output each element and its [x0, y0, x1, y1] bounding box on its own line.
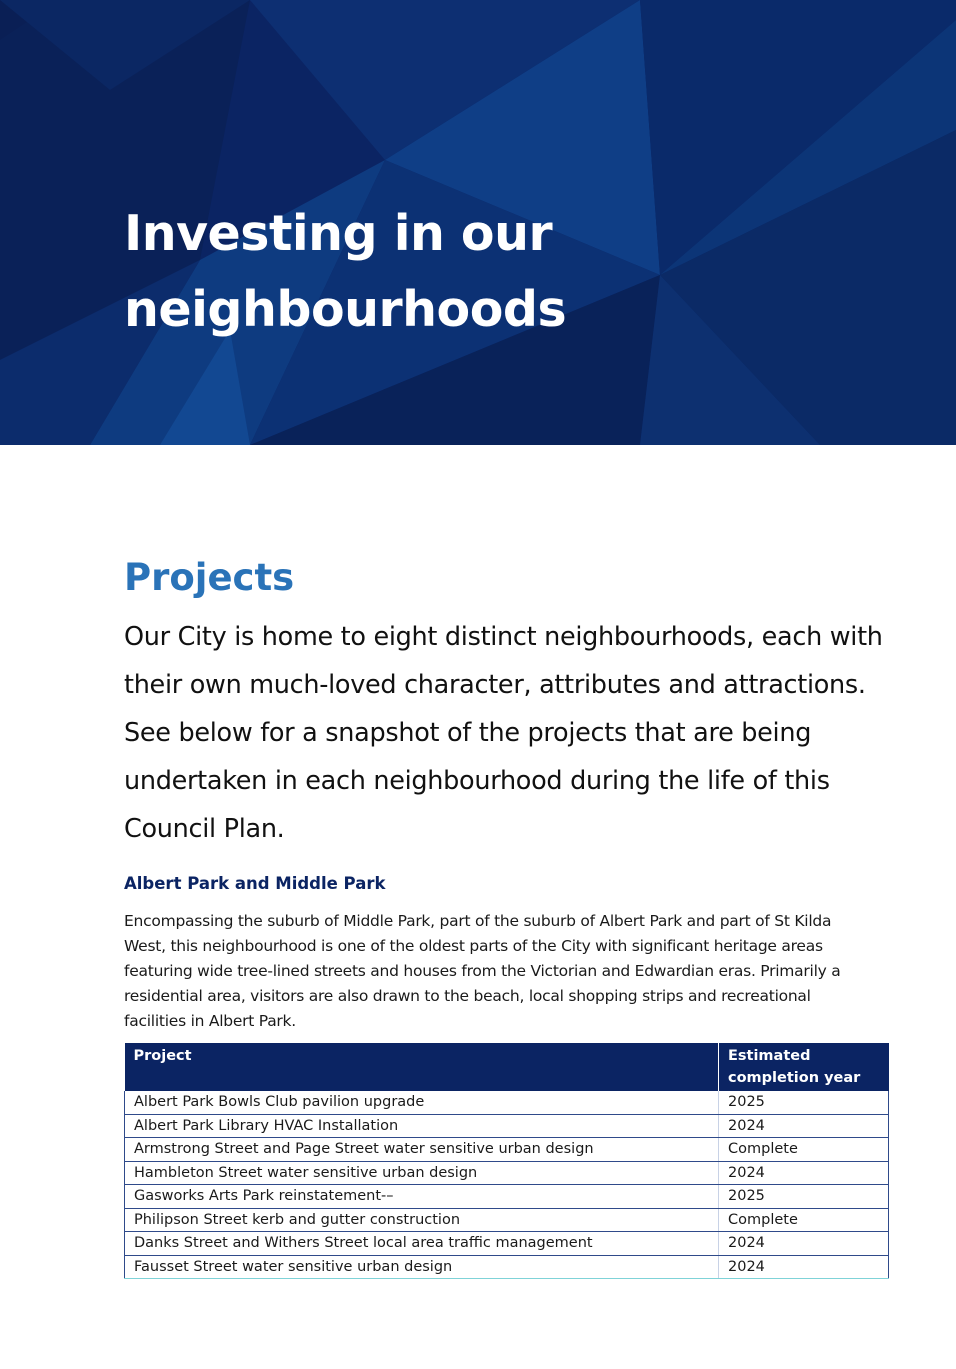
project-cell: Gasworks Arts Park reinstatement-–: [125, 1185, 719, 1209]
project-cell: Fausset Street water sensitive urban design: [125, 1255, 719, 1279]
year-cell: 2024: [719, 1114, 889, 1138]
project-cell: Armstrong Street and Page Street water sensitive urban design: [125, 1138, 719, 1162]
intro-paragraph: Our City is home to eight distinct neighbourhoods, each with their own much-loved character, attributes and attractions. See below for a snapshot of the projects that are being undertaken in each neighbourhood during the life of this Council Plan.: [124, 622, 883, 844]
project-cell: Albert Park Bowls Club pavilion upgrade: [125, 1091, 719, 1114]
projects-table: [124, 1043, 889, 1279]
table-row: [125, 1255, 889, 1279]
header-project: Project: [125, 1043, 719, 1091]
table-row: [125, 1091, 889, 1114]
table-row: [125, 1185, 889, 1209]
neighbourhood-heading: Albert Park and Middle Park: [124, 874, 386, 893]
table-header-row: [125, 1043, 889, 1091]
year-cell: Complete: [719, 1208, 889, 1232]
section-heading: Projects: [124, 556, 295, 599]
project-cell: Philipson Street kerb and gutter construction: [125, 1208, 719, 1232]
header-completion-year: Estimated completion year: [719, 1043, 889, 1091]
page-title: [124, 196, 764, 348]
year-cell: 2025: [719, 1091, 889, 1114]
table-row: [125, 1161, 889, 1185]
year-cell: 2024: [719, 1161, 889, 1185]
neighbourhood-description: Encompassing the suburb of Middle Park, part of the suburb of Albert Park and part of St Kilda West, this neighbourhood is one of the oldest parts of the City with significant heritage areas featuring wide tree-lined streets and houses from the Victorian and Edwardian eras. Primarily a residential area, visitors are also drawn to the beach, local shopping strips and recreational facilities in Albert Park.: [124, 912, 841, 1030]
project-cell: Danks Street and Withers Street local area traffic management: [125, 1232, 719, 1256]
year-cell: 2025: [719, 1185, 889, 1209]
project-cell: Albert Park Library HVAC Installation: [125, 1114, 719, 1138]
table-row: [125, 1138, 889, 1162]
header-banner: [0, 0, 956, 445]
page-title-line-1: Investing in our: [124, 205, 553, 262]
table-row: [125, 1114, 889, 1138]
project-cell: Hambleton Street water sensitive urban design: [125, 1161, 719, 1185]
year-cell: 2024: [719, 1232, 889, 1256]
page-title-line-2: neighbourhoods: [124, 281, 567, 338]
year-cell: 2024: [719, 1255, 889, 1279]
table-row: [125, 1232, 889, 1256]
table-row: [125, 1208, 889, 1232]
year-cell: Complete: [719, 1138, 889, 1162]
